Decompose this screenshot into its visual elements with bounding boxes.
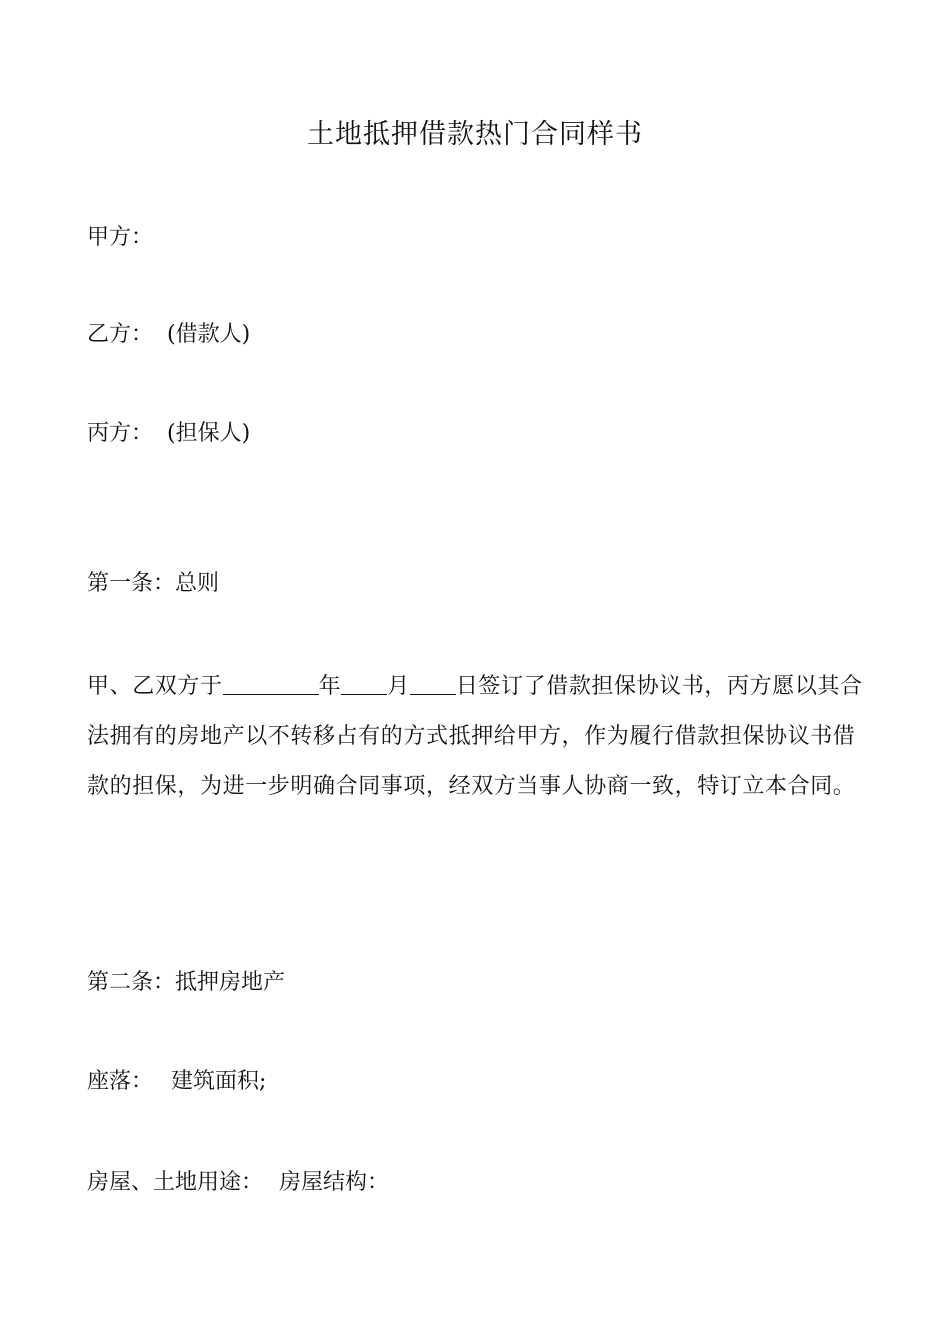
article-1-text-rest: 日签订了借款担保协议书，丙方愿以其合法拥有的房地产以不转移占有的方式抵押给甲方，作为履行借款担保协议书借款的担保，为进一步明确合同事项，经双方当事人协商一致，特订立本合同。 — [87, 674, 863, 799]
article-1-paragraph — [87, 662, 867, 812]
party-a-line — [87, 221, 153, 255]
party-c-note: (担保人) — [167, 421, 251, 446]
article-1-heading: 第一条：总则 — [87, 571, 220, 596]
party-c-label: 丙方： — [87, 421, 154, 446]
party-b-note: (借款人) — [167, 322, 251, 347]
structure-label: 房屋结构： — [279, 1170, 390, 1195]
party-c-line — [87, 417, 250, 451]
area-label: 建筑面积; — [171, 1069, 267, 1094]
year-blank — [223, 672, 319, 695]
month-blank — [341, 672, 387, 695]
party-a-label: 甲方： — [87, 225, 154, 250]
document-title: 土地抵押借款热门合同样书 — [307, 119, 643, 150]
article-1-text-start: 甲、乙双方于 — [87, 674, 223, 699]
article-1-year: 年 — [318, 674, 342, 699]
party-b-line — [87, 318, 250, 352]
location-label: 座落： — [87, 1069, 154, 1094]
party-b-label: 乙方： — [87, 322, 154, 347]
article-1-month: 月 — [387, 674, 410, 699]
usage-structure-line — [87, 1166, 389, 1200]
location-area-line — [87, 1065, 266, 1099]
article-2-heading: 第二条：抵押房地产 — [87, 970, 286, 995]
day-blank — [410, 672, 456, 695]
usage-label: 房屋、土地用途： — [87, 1170, 264, 1195]
